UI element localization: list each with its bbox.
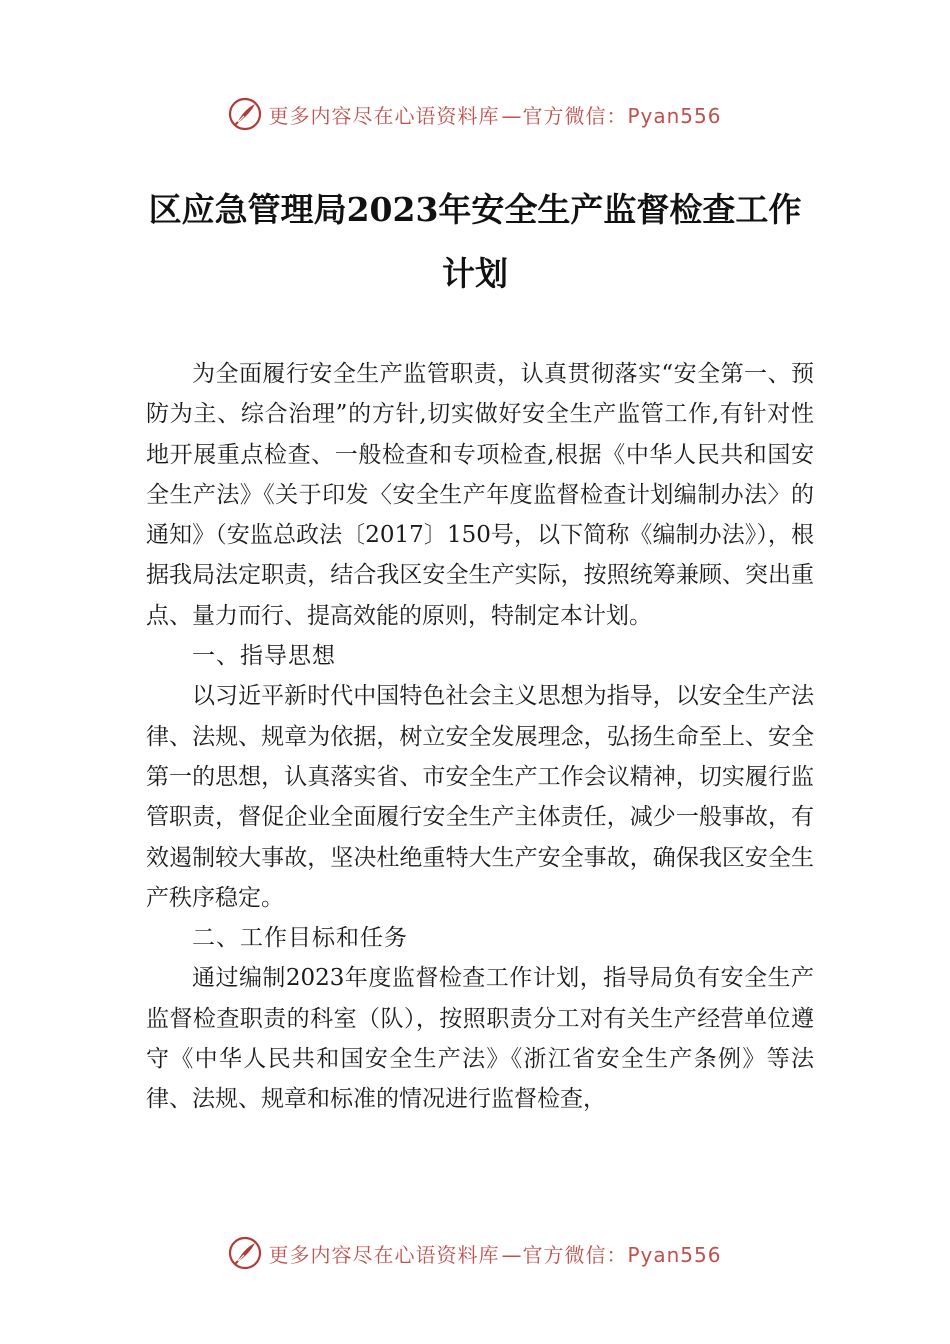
section-heading-guiding-ideology: 一、指导思想 <box>192 643 336 670</box>
document-body <box>146 354 814 1120</box>
feather-pen-seal-icon <box>228 1236 262 1270</box>
watermark-wechat-text: —官方微信：Pyan556 <box>501 103 722 128</box>
watermark-brand-text: 更多内容尽在心语资料库 <box>268 1242 500 1267</box>
watermark-brand-text: 更多内容尽在心语资料库 <box>268 103 500 128</box>
feather-pen-seal-icon <box>228 97 262 131</box>
section-heading-goals-tasks: 二、工作目标和任务 <box>192 925 408 952</box>
header-watermark <box>0 94 950 134</box>
section-paragraph-goals-tasks: 通过编制2023年度监督检查工作计划，指导局负有安全生产监督检查职责的科室（队），按照职责分工对有关生产经营单位遵守《中华人民共和国安全生产法》《浙江省安全生产条例》等法律、法规、规章和标准的情况进行监督检查， <box>146 965 814 1113</box>
section-paragraph-guiding-ideology: 以习近平新时代中国特色社会主义思想为指导，以安全生产法律、法规、规章为依据，树立安全发展理念，弘扬生命至上、安全第一的思想，认真落实省、市安全生产工作会议精神，切实履行监管职责，督促企业全面履行安全生产主体责任，减少一般事故，有效遏制较大事故，坚决杜绝重特大生产安全事故，确保我区安全生产秩序稳定。 <box>146 683 814 911</box>
watermark-wechat-text: —官方微信：Pyan556 <box>501 1242 722 1267</box>
intro-paragraph: 为全面履行安全生产监管职责，认真贯彻落实“安全第一、预防为主、综合治理”的方针,切实做好安全生产监管工作,有针对性地开展重点检查、一般检查和专项检查,根据《中华人民共和国安全生产法》《关于印发〈安全生产年度监督检查计划编制办法〉的通知》（安监总政法〔2017〕150号，以下简称《编制办法》），根据我局法定职责，结合我区安全生产实际，按照统筹兼顾、突出重点、量力而行、提高效能的原则，特制定本计划。 <box>146 361 814 629</box>
footer-watermark <box>0 1233 950 1273</box>
document-title: 区应急管理局2023年安全生产监督检查工作计划 <box>148 190 802 293</box>
